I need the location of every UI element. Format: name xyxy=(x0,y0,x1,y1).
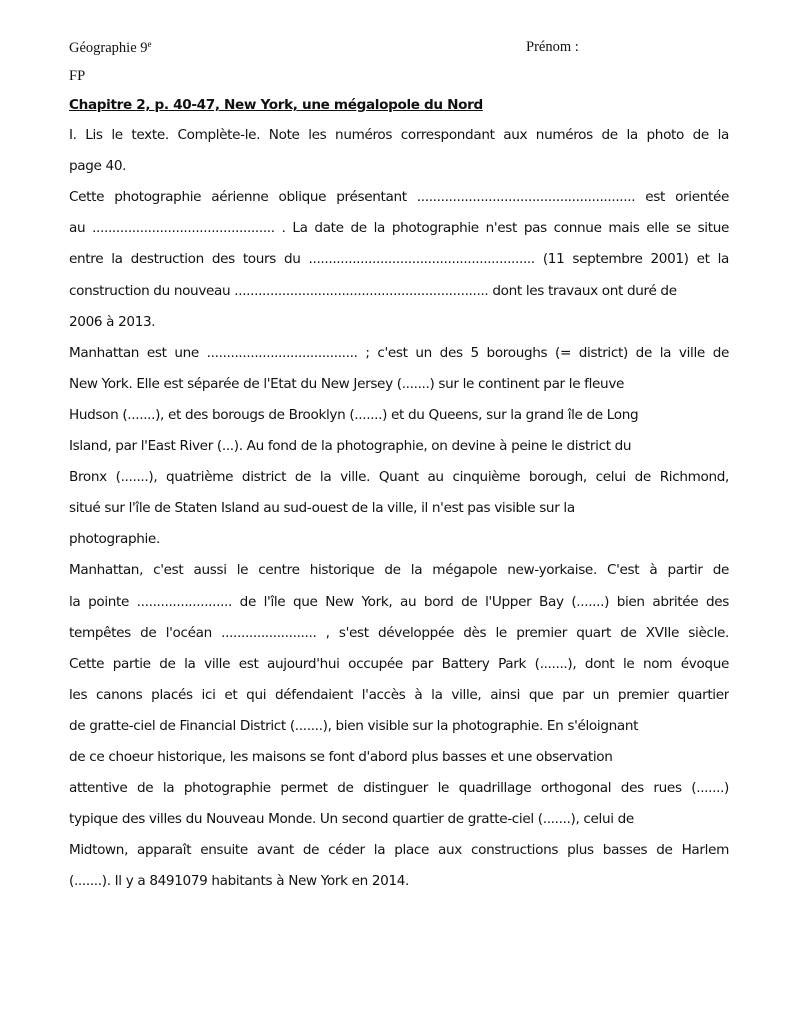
text-line: au .............................................. . La date de la photographie n'est pas connue mais elle se situe xyxy=(69,220,729,237)
text-line: la pointe ........................ de l'île que New York, au bord de l'Upper Bay (.......) bien abritée des xyxy=(69,593,729,610)
text-line: situé sur l'île de Staten Island au sud-ouest de la ville, il n'est pas visible sur la xyxy=(69,500,575,517)
text-line: Midtown, apparaît ensuite avant de céder la place aux constructions plus basses de Harlem xyxy=(69,842,729,859)
text-line: Hudson (.......), et des borougs de Brooklyn (.......) et du Queens, sur la grand île de Long xyxy=(69,406,639,423)
text-line: page 40. xyxy=(69,158,127,175)
text-line: 2006 à 2013. xyxy=(69,313,156,330)
text-line: Cette partie de la ville est aujourd'hui occupée par Battery Park (.......), dont le nom évoque xyxy=(69,655,729,672)
text-line: Bronx (.......), quatrième district de la ville. Quant au cinquième borough, celui de Richmond, xyxy=(69,469,729,486)
text-line: Manhattan est une ...................................... ; c'est un des 5 boroughs (= district) de la ville de xyxy=(69,344,729,361)
text-line: attentive de la photographie permet de distinguer le quadrillage orthogonal des rues (.......) xyxy=(69,780,729,797)
text-line: construction du nouveau ................................................................ dont les travaux ont duré de xyxy=(69,282,677,299)
text-line: Cette photographie aérienne oblique présentant ....................................................... est orientée xyxy=(69,189,729,206)
class-code: FP xyxy=(69,68,86,84)
text-line: I. Lis le texte. Complète-le. Note les numéros correspondant aux numéros de la photo de la xyxy=(69,127,729,143)
text-line: tempêtes de l'océan ........................ , s'est développée dès le premier quart de XVIIe siècle. xyxy=(69,624,729,641)
chapter-title: Chapitre 2, p. 40-47, New York, une mégalopole du Nord xyxy=(69,97,483,113)
firstname-label: Prénom : xyxy=(526,39,579,55)
subject-label xyxy=(69,39,152,57)
subject-text: Géographie 9 xyxy=(69,40,148,56)
text-line: les canons placés ici et qui défendaient l'accès à la ville, ainsi que par un premier quartier xyxy=(69,686,729,703)
text-line: de ce choeur historique, les maisons se font d'abord plus basses et une observation xyxy=(69,749,613,765)
text-line: de gratte-ciel de Financial District (.......), bien visible sur la photographie. En s'éloignant xyxy=(69,717,639,734)
text-line: entre la destruction des tours du ......................................................... (11 septembre 2001) et la xyxy=(69,251,729,268)
text-line: Island, par l'East River (...). Au fond de la photographie, on devine à peine le district du xyxy=(69,438,632,454)
text-line: (.......). Il y a 8491079 habitants à New York en 2014. xyxy=(69,873,410,890)
subject-superscript: e xyxy=(147,39,152,49)
text-line: typique des villes du Nouveau Monde. Un second quartier de gratte-ciel (.......), celui de xyxy=(69,811,634,828)
text-line: New York. Elle est séparée de l'Etat du New Jersey (.......) sur le continent par le fleuve xyxy=(69,375,625,392)
text-line: photographie. xyxy=(69,531,160,548)
text-line: Manhattan, c'est aussi le centre historique de la mégapole new-yorkaise. C'est à partir de xyxy=(69,562,729,579)
